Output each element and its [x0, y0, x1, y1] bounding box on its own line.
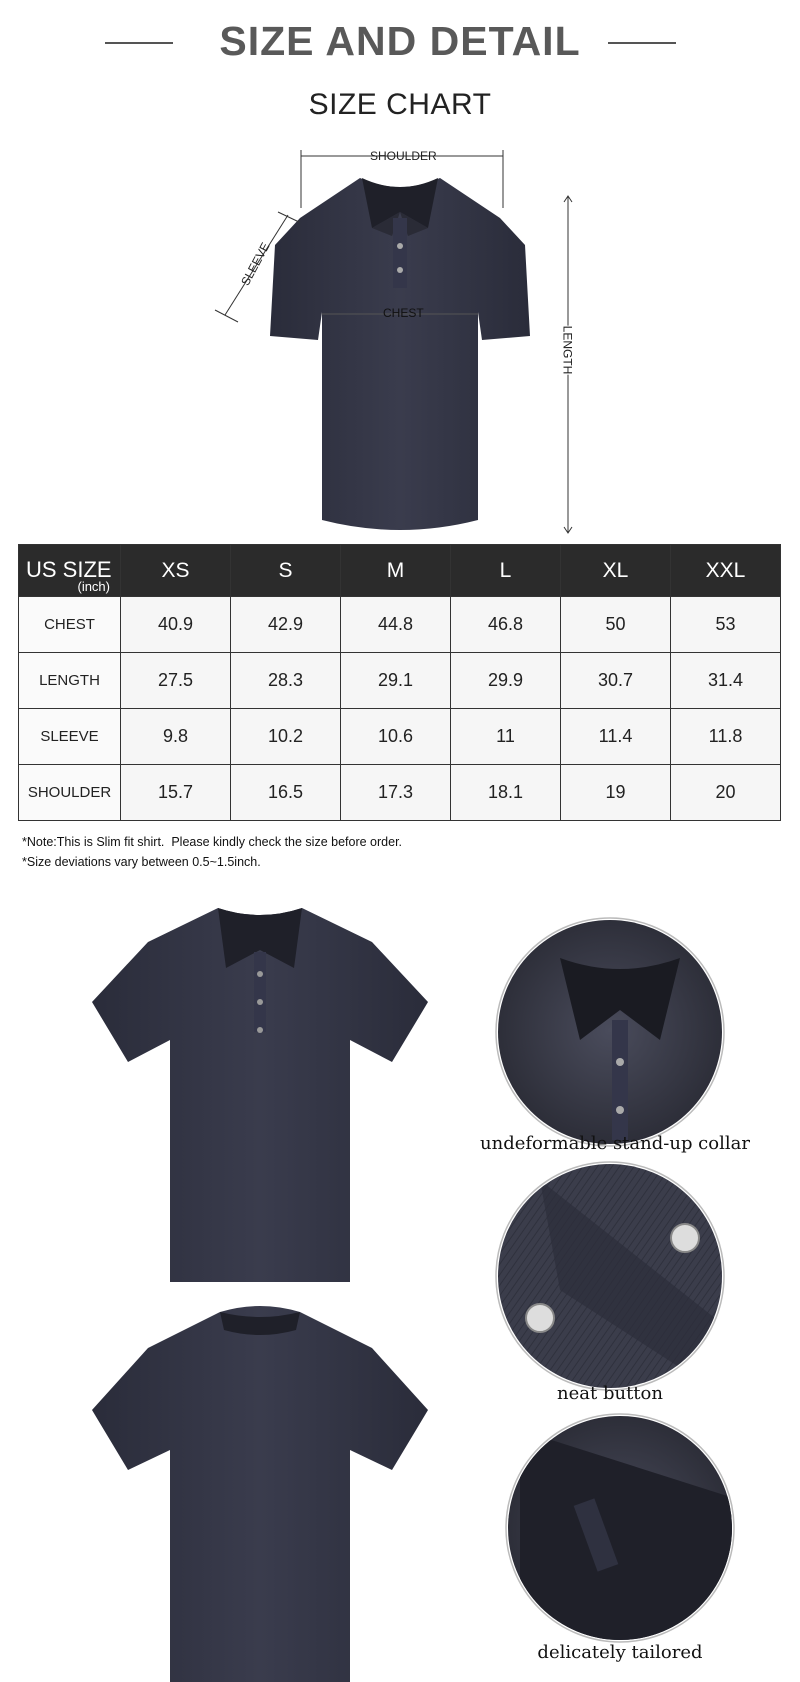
size-header-xxl: XXL [671, 545, 781, 597]
size-table-corner [19, 545, 121, 597]
unit-label: (inch) [77, 579, 110, 594]
length-label: LENGTH [560, 325, 575, 375]
table-cell: 46.8 [451, 597, 561, 653]
front-shirt-image [92, 908, 428, 1282]
table-cell: 11.4 [561, 709, 671, 765]
size-header-xs: XS [121, 545, 231, 597]
table-cell: 11.8 [671, 709, 781, 765]
caption-collar: undeformable stand-up collar [480, 1133, 750, 1154]
detail-collar-image [490, 910, 730, 1150]
note-deviation: *Size deviations vary between 0.5~1.5inch. [22, 855, 261, 869]
table-cell: 15.7 [121, 765, 231, 821]
table-cell: 50 [561, 597, 671, 653]
table-cell: 19 [561, 765, 671, 821]
table-cell: 11 [451, 709, 561, 765]
row-label-shoulder: SHOULDER [19, 765, 121, 821]
size-table [18, 544, 781, 821]
row-label-chest: CHEST [19, 597, 121, 653]
table-cell: 30.7 [561, 653, 671, 709]
table-cell: 16.5 [231, 765, 341, 821]
note-slim-fit: *Note:This is Slim fit shirt. Please kindly check the size before order. [22, 835, 403, 849]
us-size-label: US SIZE [26, 557, 112, 582]
table-cell: 40.9 [121, 597, 231, 653]
row-label-sleeve: SLEEVE [19, 709, 121, 765]
size-header-xl: XL [561, 545, 671, 597]
detail-hem-image [500, 1410, 740, 1650]
table-cell: 42.9 [231, 597, 341, 653]
table-cell: 29.9 [451, 653, 561, 709]
table-row [19, 653, 781, 709]
size-chart-shirt-image [270, 178, 530, 530]
table-cell: 10.2 [231, 709, 341, 765]
table-cell: 29.1 [341, 653, 451, 709]
size-notes [22, 832, 402, 872]
table-cell: 9.8 [121, 709, 231, 765]
size-header-l: L [451, 545, 561, 597]
table-cell: 20 [671, 765, 781, 821]
table-cell: 28.3 [231, 653, 341, 709]
size-header-s: S [231, 545, 341, 597]
table-cell: 17.3 [341, 765, 451, 821]
detail-button-image [490, 1160, 730, 1400]
caption-tailored: delicately tailored [537, 1642, 703, 1663]
size-table-header-row [19, 545, 781, 597]
table-cell: 31.4 [671, 653, 781, 709]
table-cell: 53 [671, 597, 781, 653]
size-chart-title: SIZE CHART [308, 88, 492, 121]
page-title: SIZE AND DETAIL [219, 18, 581, 64]
table-row [19, 765, 781, 821]
table-cell: 10.6 [341, 709, 451, 765]
table-row [19, 709, 781, 765]
sleeve-label: SLEEVE [238, 240, 273, 288]
caption-button: neat button [557, 1383, 663, 1404]
size-header-m: M [341, 545, 451, 597]
back-shirt-image [92, 1306, 428, 1682]
table-cell: 44.8 [341, 597, 451, 653]
table-cell: 27.5 [121, 653, 231, 709]
chest-label: CHEST [383, 306, 424, 320]
row-label-length: LENGTH [19, 653, 121, 709]
table-cell: 18.1 [451, 765, 561, 821]
table-row [19, 597, 781, 653]
shoulder-label: SHOULDER [370, 149, 437, 163]
